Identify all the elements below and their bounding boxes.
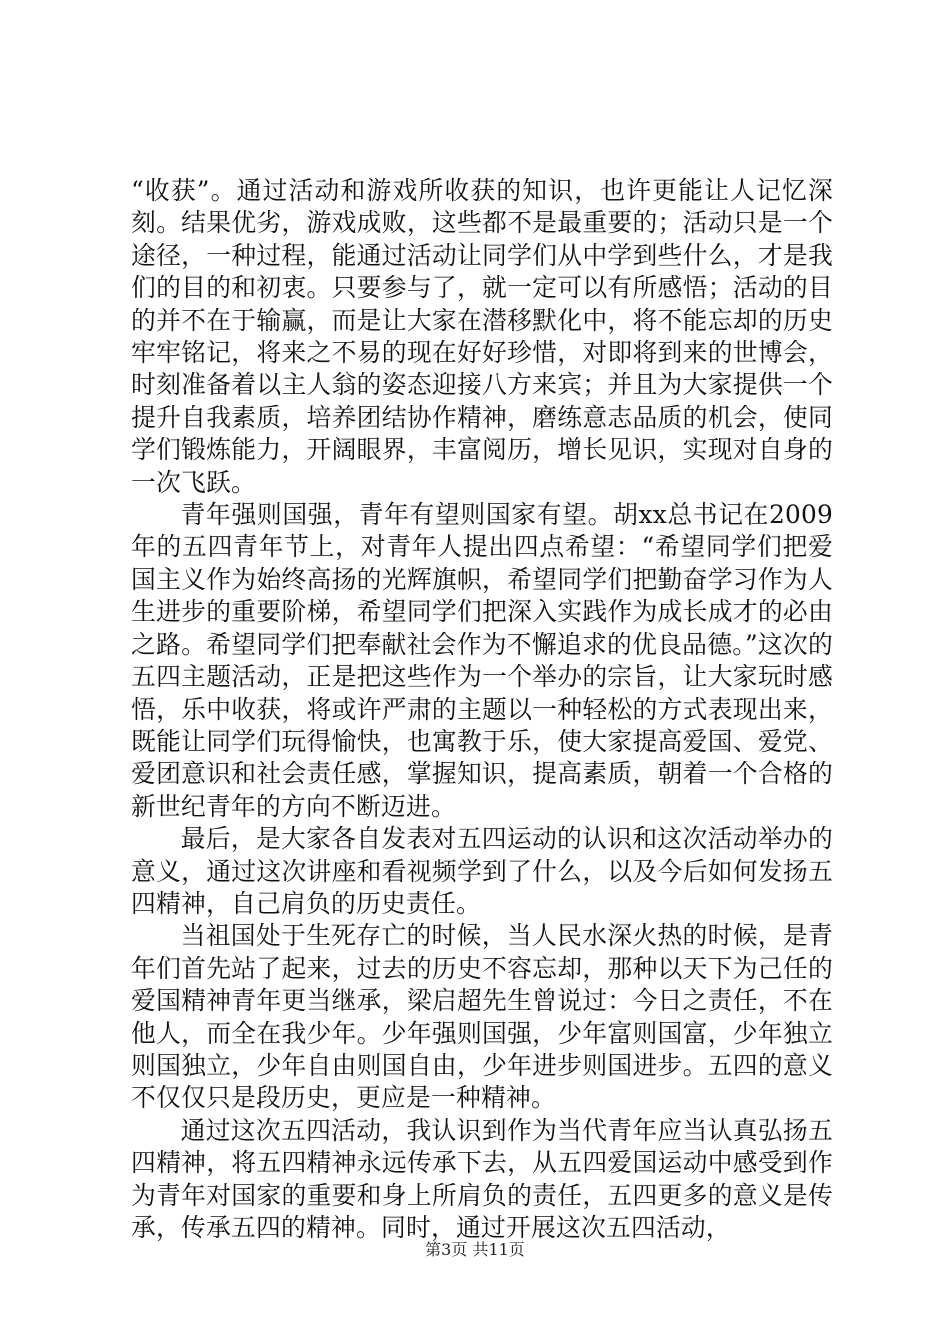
paragraph-1: “收获”。通过活动和游戏所收获的知识，也许更能让人记忆深刻。结果优劣，游戏成败，这些都不是最重要的；活动只是一个途径，一种过程，能通过活动让同学们从中学到些什么，才是我们的目的和初衷。只要参与了，就一定可以有所感悟；活动的目的并不在于输赢，而是让大家在潜移默化中，将不能忘却的历史牢牢铭记，将来之不易的现在好好珍惜，对即将到来的世博会，时刻准备着以主人翁的姿态迎接八方来宾；并且为大家提供一个提升自我素质，培养团结协作精神，磨练意志品质的机会，使同学们锻炼能力，开阔眼界，丰富阅历，增长见识，实现对自身的一次飞跃。 [131,176,833,497]
paragraph-5: 通过这次五四活动，我认识到作为当代青年应当认真弘扬五四精神，将五四精神永远传承下去，从五四爱国运动中感受到作为青年对国家的重要和身上所肩负的责任，五四更多的意义是传承，传承五四的精神。同时，通过开展这次五四活动， [131,1115,833,1242]
page-number-label: 第3页 共11页 [425,1240,525,1259]
paragraph-4: 当祖国处于生死存亡的时候，当人民水深火热的时候，是青年们首先站了起来，过去的历史不容忘却，那种以天下为己任的爱国精神青年更当继承，梁启超先生曾说过：今日之责任，不在他人，而全在我少年。少年强则国强，少年富则国富，少年独立则国独立，少年自由则国自由，少年进步则国进步。五四的意义不仅仅只是段历史，更应是一种精神。 [131,921,833,1113]
page-footer [0,1240,950,1260]
document-body [131,175,833,1244]
paragraph-2: 青年强则国强，青年有望则国家有望。胡xx总书记在2009年的五四青年节上，对青年人提出四点希望：“希望同学们把爱国主义作为始终高扬的光辉旗帜，希望同学们把勤奋学习作为人生进步的重要阶梯，希望同学们把深入实践作为成长成才的必由之路。希望同学们把奉献社会作为不懈追求的优良品德。”这次的五四主题活动，正是把这些作为一个举办的宗旨，让大家玩时感悟，乐中收获，将或许严肃的主题以一种轻松的方式表现出来，既能让同学们玩得愉快，也寓教于乐，使大家提高爱国、爱党、爱团意识和社会责任感，掌握知识，提高素质，朝着一个合格的新世纪青年的方向不断迈进。 [131,500,833,821]
paragraph-3: 最后，是大家各自发表对五四运动的认识和这次活动举办的意义，通过这次讲座和看视频学到了什么，以及今后如何发扬五四精神，自己肩负的历史责任。 [131,824,833,918]
